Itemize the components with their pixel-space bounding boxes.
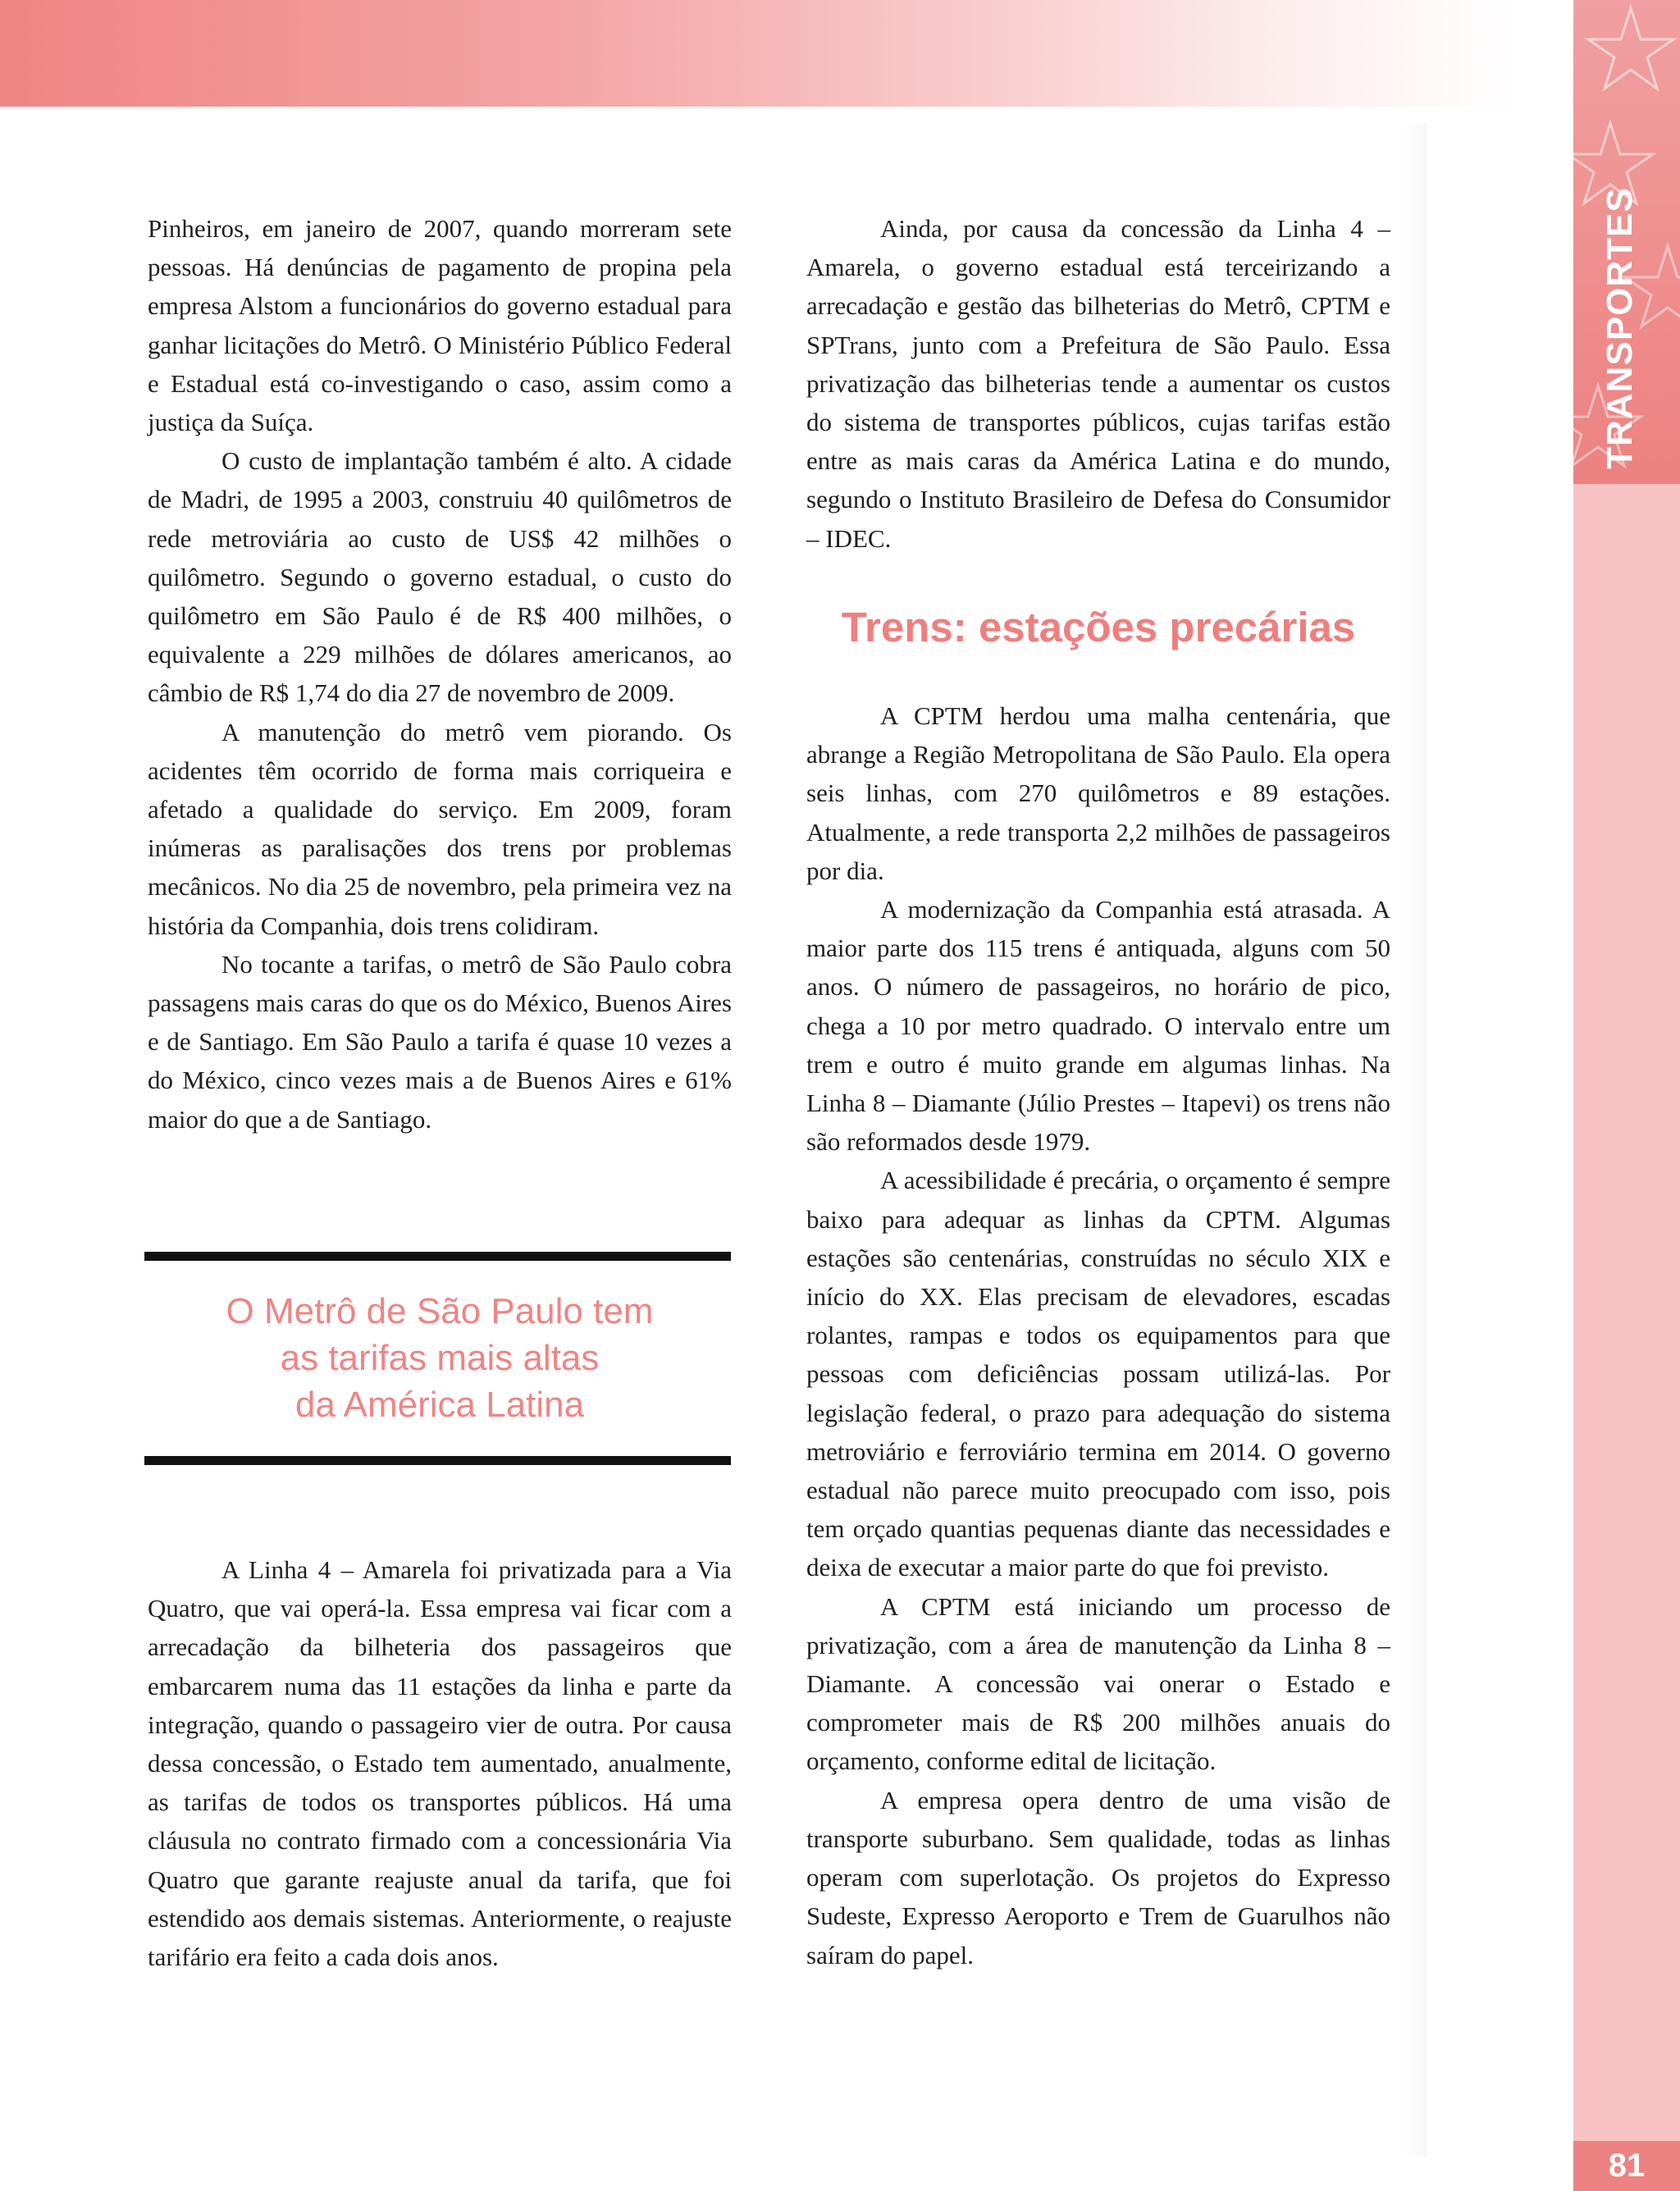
pullquote-rule-bottom <box>144 1456 731 1465</box>
pullquote-line: O Metrô de São Paulo tem <box>226 1291 654 1331</box>
pullquote <box>148 1288 732 1428</box>
page-gutter-shadow <box>1403 123 1427 2157</box>
pullquote-line: as tarifas mais altas <box>280 1338 600 1378</box>
paragraph: A empresa opera dentro de uma visão de transporte suburbano. Sem qualidade, todas as linhas operam com superlotação. Os projetos do Expresso Sudeste, Expresso Aeroporto e Trem de Guarulhos não saíram do papel. <box>806 1785 1390 1970</box>
left-column-bottom <box>148 1550 732 1976</box>
paragraph: No tocante a tarifas, o metrô de São Paulo cobra passagens mais caras do que os do México, Buenos Aires e de Santiago. Em São Paulo a tarifa é quase 10 vezes a do México, cinco vezes mais a de Buenos Aires e 61% maior do que a de Santiago. <box>148 949 732 1134</box>
page-number: 81 <box>1608 2148 1646 2184</box>
section-title: TRANSPORTES <box>1600 187 1640 469</box>
paragraph: A CPTM herdou uma malha centenária, que abrange a Região Metropolitana de São Paulo. Ela opera seis linhas, com 270 quilômetros e 89 estações. Atualmente, a rede transporta 2,2 milhões de passageiros por dia. <box>806 701 1390 885</box>
pullquote-rule-top <box>144 1252 731 1261</box>
paragraph: A manutenção do metrô vem piorando. Os acidentes têm ocorrido de forma mais corriqueira e afetado a qualidade do serviço. Em 2009, foram inúmeras as paralisações dos trens por problemas mecânicos. No dia 25 de novembro, pela primeira vez na história da Companhia, dois trens colidiram. <box>148 717 732 940</box>
header-gradient-band <box>0 0 1518 107</box>
right-column-top <box>806 209 1390 558</box>
paragraph: Pinheiros, em janeiro de 2007, quando morreram sete pessoas. Há denúncias de pagamento de propina pela empresa Alstom a funcionários do governo estadual para ganhar licitações do Metrô. O Ministério Público Federal e Estadual está co-investigando o caso, assim como a justiça da Suíça. <box>148 214 732 437</box>
left-column-top <box>148 209 732 1139</box>
paragraph: A CPTM está iniciando um processo de privatização, com a área de manutenção da Linha 8 – Diamante. A concessão vai onerar o Estado e comprometer mais de R$ 200 milhões anuais do orçamento, conforme edital de licitação. <box>806 1591 1390 1776</box>
section-heading: Trens: estações precárias <box>841 604 1356 650</box>
paragraph: Ainda, por causa da concessão da Linha 4 – Amarela, o governo estadual está terceirizando a arrecadação e gestão das bilheterias do Metrô, CPTM e SPTrans, junto com a Prefeitura de São Paulo. Essa privatização das bilheterias tende a aumentar os custos do sistema de transportes públicos, cujas tarifas estão entre as mais caras da América Latina e do mundo, segundo o Instituto Brasileiro de Defesa do Consumidor – IDEC. <box>806 214 1390 553</box>
paragraph: A Linha 4 – Amarela foi privatizada para a Via Quatro, que vai operá-la. Essa empresa vai ficar com a arrecadação da bilheteria dos passageiros que embarcarem numa das 11 estações da linha e parte da integração, quando o passageiro vier de outra. Por causa dessa concessão, o Estado tem aumentado, anualmente, as tarifas de todos os transportes públicos. Há uma cláusula no contrato firmado com a concessionária Via Quatro que garante reajuste anual da tarifa, que foi estendido aos demais sistemas. Anteriormente, o reajuste tarifário era feito a cada dois anos. <box>148 1555 732 1972</box>
pullquote-line: da América Latina <box>294 1385 585 1425</box>
paragraph: A modernização da Companhia está atrasada. A maior parte dos 115 trens é antiquada, alguns com 50 anos. O número de passageiros, no horário de pico, chega a 10 por metro quadrado. O intervalo entre um trem e outro é muito grande em algumas linhas. Na Linha 8 – Diamante (Júlio Prestes – Itapevi) os trens não são reformados desde 1979. <box>806 895 1390 1157</box>
paragraph: O custo de implantação também é alto. A cidade de Madri, de 1995 a 2003, construiu 40 quilômetros de rede metroviária ao custo de US$ 42 milhões o quilômetro. Segundo o governo estadual, o custo do quilômetro em São Paulo é de R$ 400 milhões, o equivalente a 229 milhões de dólares americanos, ao câmbio de R$ 1,74 do dia 27 de novembro de 2009. <box>148 446 732 708</box>
paragraph: A acessibilidade é precária, o orçamento é sempre baixo para adequar as linhas da CPTM. Algumas estações são centenárias, construídas no século XIX e início do XX. Elas precisam de elevadores, escadas rolantes, rampas e todos os equipamentos para que pessoas com deficiências possam utilizá-las. Por legislação federal, o prazo para adequação do sistema metroviário e ferroviário termina em 2014. O governo estadual não parece muito preocupado com isso, pois tem orçado quantias pequenas diante das necessidades e deixa de executar a maior parte do que foi previsto. <box>806 1166 1390 1582</box>
right-column-bottom <box>806 696 1390 1974</box>
